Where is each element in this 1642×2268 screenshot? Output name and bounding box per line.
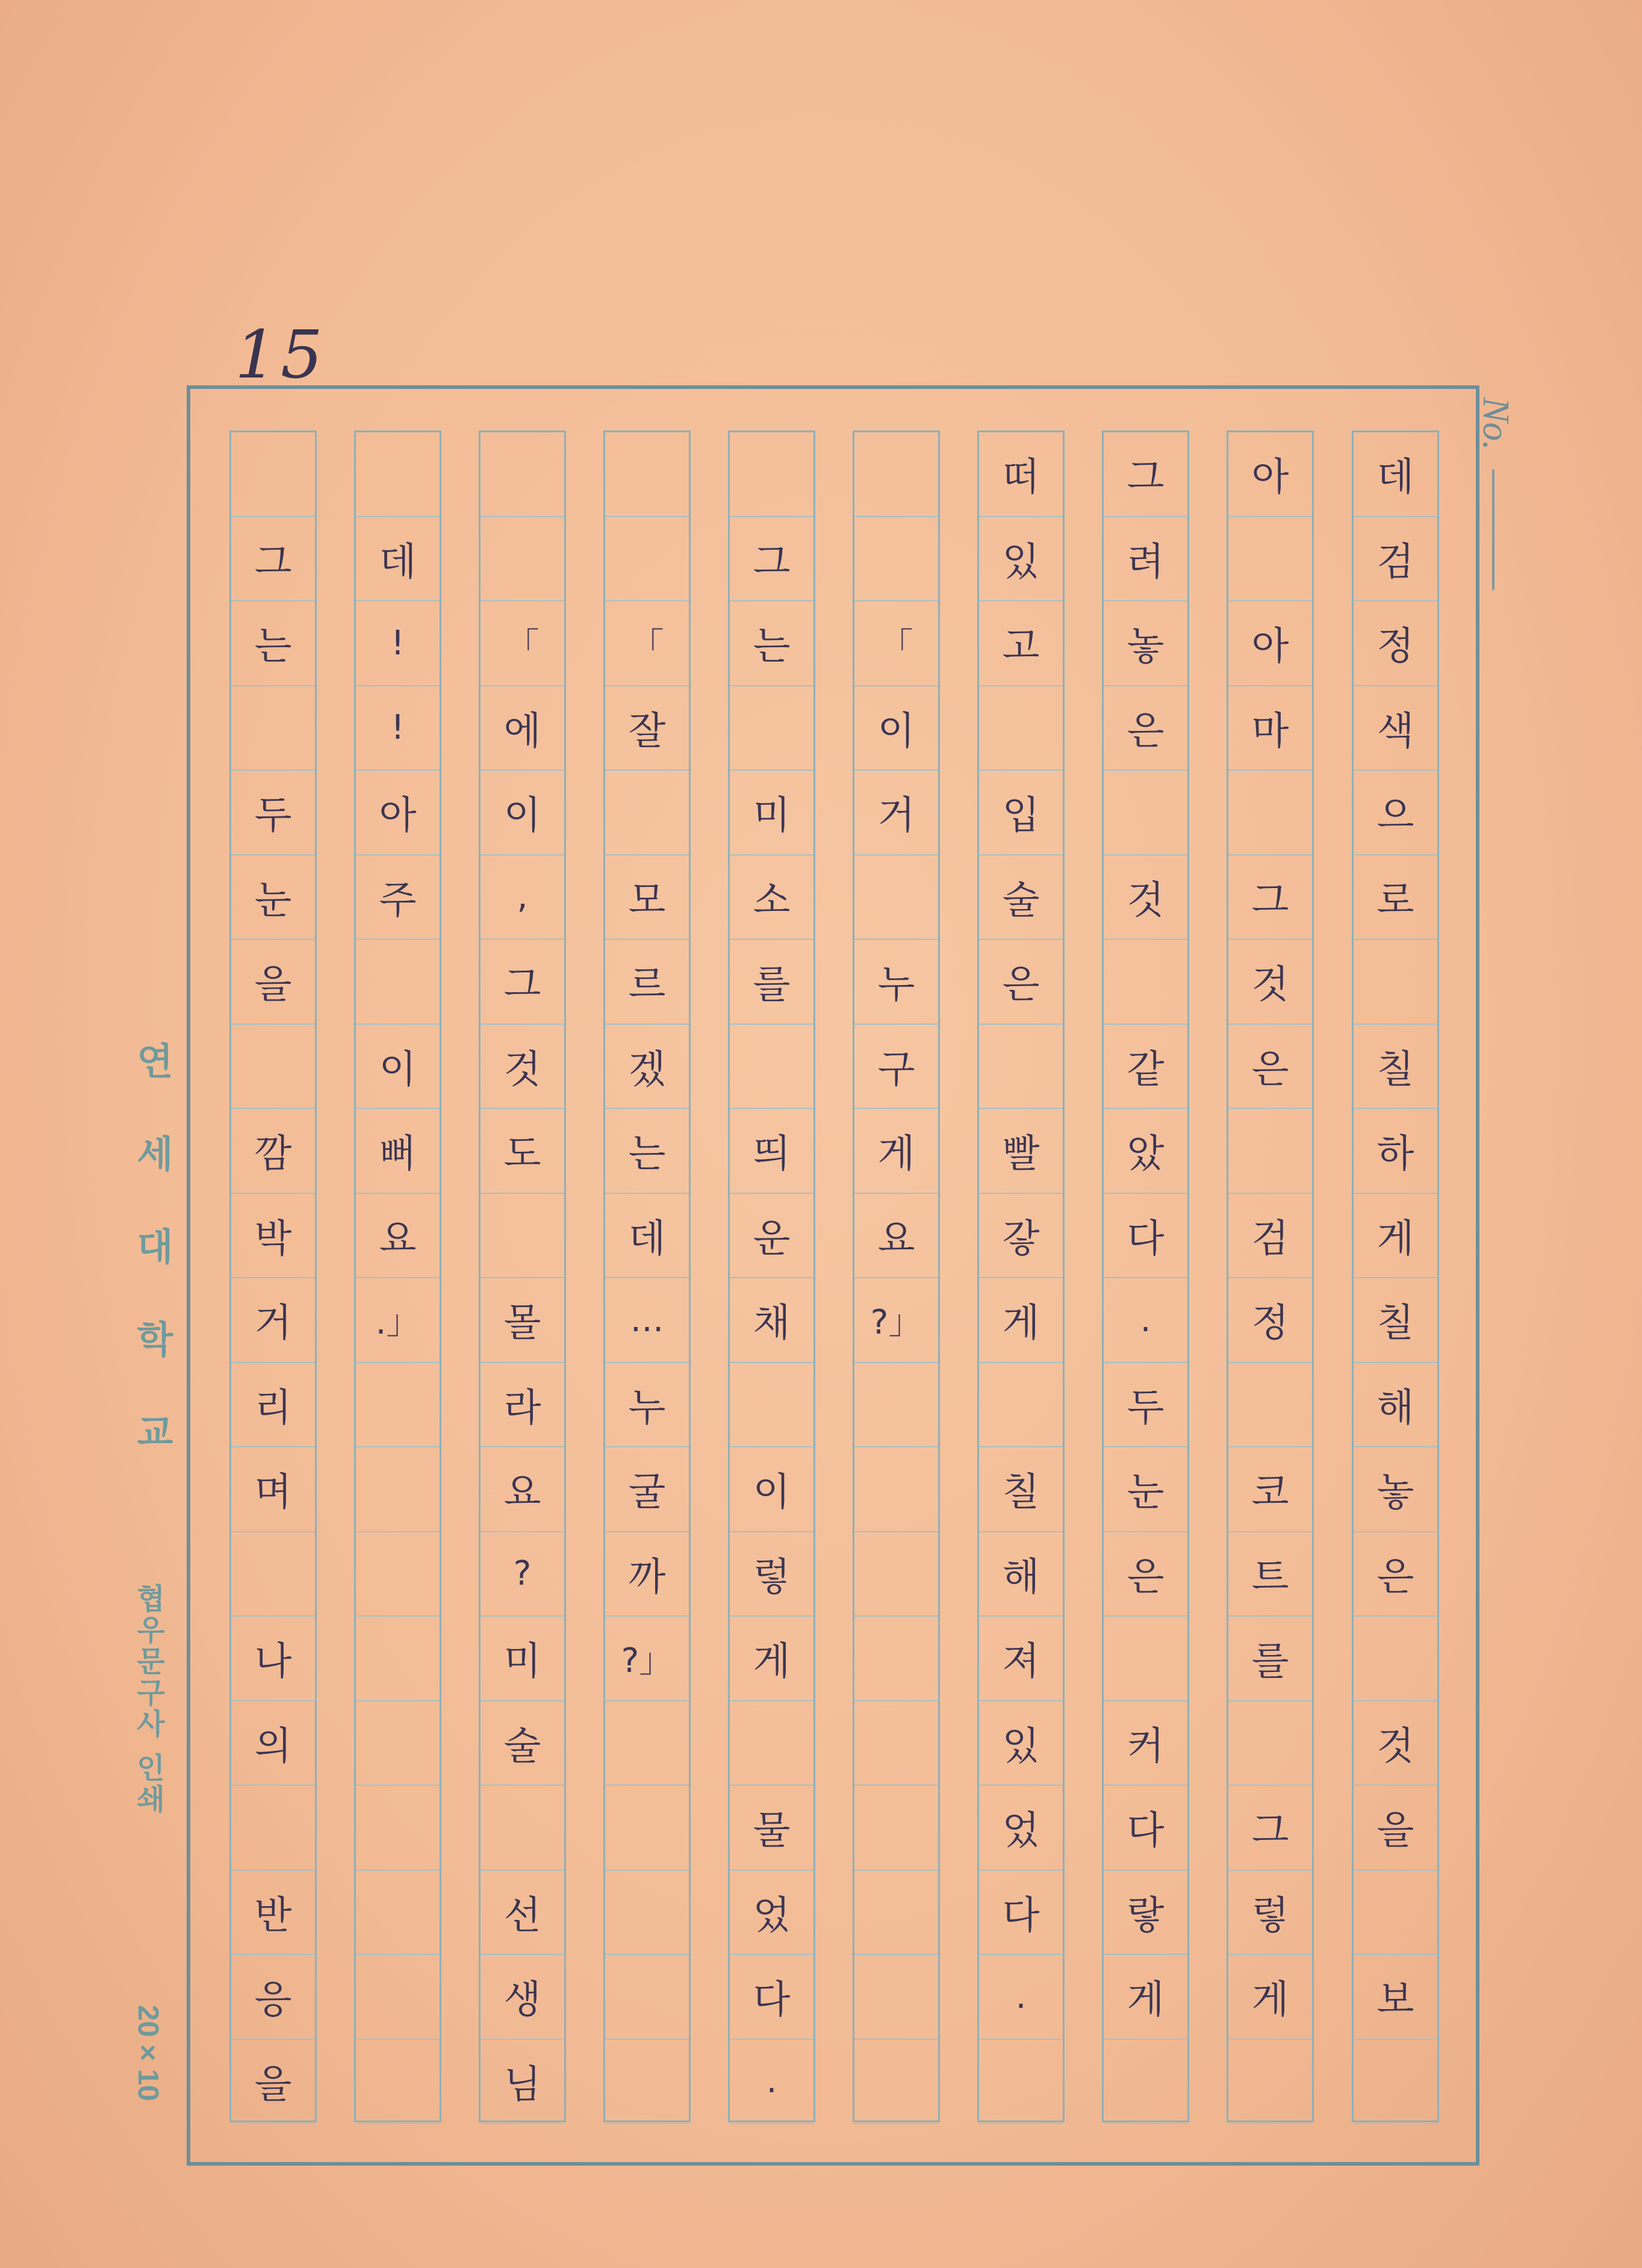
manuscript-cell	[979, 686, 1063, 771]
manuscript-cell	[854, 856, 938, 940]
manuscript-cell	[1228, 1109, 1312, 1194]
manuscript-cell: 데	[1354, 432, 1437, 517]
manuscript-cell: 게	[854, 1109, 938, 1194]
manuscript-cell	[605, 1701, 689, 1786]
manuscript-cell	[356, 940, 440, 1025]
manuscript-cell: 아	[1228, 432, 1312, 517]
manuscript-cell: 거	[854, 771, 938, 856]
manuscript-cell	[854, 1617, 938, 1701]
page-number: 15	[235, 316, 326, 393]
manuscript-cell	[854, 1532, 938, 1617]
manuscript-cell: 요	[480, 1447, 564, 1532]
manuscript-cell: 눈	[1104, 1447, 1187, 1532]
manuscript-cell: 운	[730, 1194, 813, 1279]
manuscript-cell	[979, 2040, 1063, 2125]
manuscript-cell	[1354, 2040, 1437, 2125]
manuscript-cell	[605, 2040, 689, 2125]
manuscript-cell	[854, 1447, 938, 1532]
manuscript-cell	[1104, 1617, 1187, 1701]
manuscript-cell: 「	[605, 601, 689, 686]
number-underline	[1492, 470, 1494, 590]
manuscript-cell: 것	[1228, 940, 1312, 1025]
manuscript-cell	[605, 1871, 689, 1956]
manuscript-cell	[1354, 940, 1437, 1025]
manuscript-cell: 그	[480, 940, 564, 1025]
manuscript-cell: 보	[1354, 1955, 1437, 2040]
manuscript-cell	[1228, 771, 1312, 856]
manuscript-cell	[231, 1532, 315, 1617]
manuscript-cell	[854, 2040, 938, 2125]
manuscript-cell: 검	[1354, 517, 1437, 602]
manuscript-cell	[356, 1363, 440, 1448]
manuscript-cell: !	[356, 686, 440, 771]
manuscript-cell: 물	[730, 1786, 813, 1871]
manuscript-cell	[730, 1701, 813, 1786]
manuscript-cell: ,	[480, 856, 564, 940]
manuscript-column	[229, 430, 317, 2122]
manuscript-cell: 나	[231, 1617, 315, 1701]
manuscript-cell: 다	[730, 1955, 813, 2040]
manuscript-cell	[1354, 1617, 1437, 1701]
manuscript-cell: 은	[1354, 1532, 1437, 1617]
manuscript-cell	[356, 1447, 440, 1532]
manuscript-cell	[356, 1617, 440, 1701]
manuscript-cell: 생	[480, 1955, 564, 2040]
manuscript-cell	[730, 1363, 813, 1448]
manuscript-cell: 뻐	[356, 1109, 440, 1194]
manuscript-cell: 박	[231, 1194, 315, 1279]
manuscript-cell: 다	[979, 1871, 1063, 1956]
manuscript-cell: 소	[730, 856, 813, 940]
manuscript-cell	[730, 686, 813, 771]
manuscript-cell: 칠	[979, 1447, 1063, 1532]
manuscript-cell: 것	[1354, 1701, 1437, 1786]
manuscript-cell: .	[1104, 1278, 1187, 1363]
manuscript-cell: .	[979, 1955, 1063, 2040]
manuscript-column	[1227, 430, 1314, 2122]
manuscript-cell: ?	[480, 1532, 564, 1617]
manuscript-column	[354, 430, 441, 2122]
manuscript-cell	[605, 1786, 689, 1871]
manuscript-cell: 눈	[231, 856, 315, 940]
manuscript-cell: 렇	[730, 1532, 813, 1617]
manuscript-cell: 것	[480, 1025, 564, 1110]
manuscript-cell: 이	[854, 686, 938, 771]
manuscript-cell	[356, 1955, 440, 2040]
manuscript-cell: 갛	[979, 1194, 1063, 1279]
manuscript-cell: 고	[979, 601, 1063, 686]
manuscript-cell: 몰	[480, 1278, 564, 1363]
manuscript-cell: 었	[730, 1871, 813, 1956]
manuscript-cell: 는	[231, 601, 315, 686]
printer-imprint: 협우문구사 인쇄	[131, 1583, 165, 1815]
manuscript-cell: 았	[1104, 1109, 1187, 1194]
manuscript-cell	[480, 1786, 564, 1871]
manuscript-cell: 누	[854, 940, 938, 1025]
manuscript-cell	[605, 771, 689, 856]
manuscript-cell: 「	[854, 601, 938, 686]
manuscript-cell: 트	[1228, 1532, 1312, 1617]
manuscript-cell	[231, 1025, 315, 1110]
manuscript-cell: 데	[356, 517, 440, 602]
manuscript-cell: 이	[356, 1025, 440, 1110]
manuscript-cell: 검	[1228, 1194, 1312, 1279]
manuscript-cell: 은	[1104, 1532, 1187, 1617]
manuscript-cell	[730, 1025, 813, 1110]
manuscript-cell: 그	[1104, 432, 1187, 517]
manuscript-cell: 칠	[1354, 1278, 1437, 1363]
manuscript-cell: 술	[480, 1701, 564, 1786]
manuscript-cell	[979, 1363, 1063, 1448]
manuscript-cell: 을	[1354, 1786, 1437, 1871]
manuscript-cell: .」	[356, 1278, 440, 1363]
manuscript-cell: 다	[1104, 1194, 1187, 1279]
manuscript-cell: 게	[1104, 1955, 1187, 2040]
manuscript-cell: 떠	[979, 432, 1063, 517]
manuscript-cell: 놓	[1104, 601, 1187, 686]
manuscript-cell: 깜	[231, 1109, 315, 1194]
manuscript-cell: 아	[1228, 601, 1312, 686]
manuscript-cell: 에	[480, 686, 564, 771]
manuscript-cell: 모	[605, 856, 689, 940]
manuscript-cell	[605, 517, 689, 602]
manuscript-cell: 려	[1104, 517, 1187, 602]
manuscript-column	[1102, 430, 1189, 2122]
manuscript-cell: 있	[979, 517, 1063, 602]
manuscript-cell: 커	[1104, 1701, 1187, 1786]
manuscript-cell: 다	[1104, 1786, 1187, 1871]
manuscript-cell	[1228, 2040, 1312, 2125]
manuscript-cell: 는	[605, 1109, 689, 1194]
manuscript-cell: 그	[1228, 856, 1312, 940]
manuscript-cell: 두	[231, 771, 315, 856]
manuscript-cell	[605, 1955, 689, 2040]
manuscript-cell: …	[605, 1278, 689, 1363]
manuscript-cell: ?」	[854, 1278, 938, 1363]
manuscript-cell	[231, 1786, 315, 1871]
manuscript-cell	[480, 432, 564, 517]
manuscript-cell: 누	[605, 1363, 689, 1448]
manuscript-cell: 색	[1354, 686, 1437, 771]
manuscript-cell: .	[730, 2040, 813, 2125]
manuscript-cell	[854, 1363, 938, 1448]
manuscript-cell: 있	[979, 1701, 1063, 1786]
manuscript-cell: 하	[1354, 1109, 1437, 1194]
manuscript-cell: 도	[480, 1109, 564, 1194]
manuscript-cell: 을	[231, 2040, 315, 2125]
manuscript-column	[977, 430, 1065, 2122]
manuscript-cell: 은	[1104, 686, 1187, 771]
manuscript-cell: 게	[730, 1617, 813, 1701]
grid-size-label: 20×10	[132, 2005, 164, 2101]
manuscript-cell: 는	[730, 601, 813, 686]
manuscript-cell: 은	[1228, 1025, 1312, 1110]
manuscript-cell: 같	[1104, 1025, 1187, 1110]
manuscript-cell: 겠	[605, 1025, 689, 1110]
manuscript-cell	[854, 1701, 938, 1786]
number-label: No.	[1475, 397, 1516, 450]
manuscript-cell	[231, 432, 315, 517]
manuscript-cell: 채	[730, 1278, 813, 1363]
manuscript-cell	[854, 1786, 938, 1871]
manuscript-cell: 게	[1354, 1194, 1437, 1279]
manuscript-cell: 으	[1354, 771, 1437, 856]
manuscript-cell: 해	[979, 1532, 1063, 1617]
manuscript-cell: 요	[356, 1194, 440, 1279]
manuscript-cell: 게	[1228, 1955, 1312, 2040]
manuscript-cell	[480, 517, 564, 602]
manuscript-cell: 며	[231, 1447, 315, 1532]
manuscript-column	[853, 430, 940, 2122]
manuscript-cell	[480, 1194, 564, 1279]
manuscript-cell: 「	[480, 601, 564, 686]
manuscript-cell: 그	[231, 517, 315, 602]
manuscript-cell: 술	[979, 856, 1063, 940]
manuscript-cell: 님	[480, 2040, 564, 2125]
manuscript-cell	[356, 1871, 440, 1956]
manuscript-cell: 선	[480, 1871, 564, 1956]
manuscript-cell	[1228, 1701, 1312, 1786]
manuscript-cell: 를	[730, 940, 813, 1025]
manuscript-cell: 의	[231, 1701, 315, 1786]
manuscript-cell: 이	[730, 1447, 813, 1532]
manuscript-cell: 게	[979, 1278, 1063, 1363]
manuscript-cell	[1104, 940, 1187, 1025]
manuscript-cell: 렇	[1228, 1871, 1312, 1956]
manuscript-cell: 르	[605, 940, 689, 1025]
manuscript-cell: 데	[605, 1194, 689, 1279]
manuscript-cell: 마	[1228, 686, 1312, 771]
manuscript-cell: 주	[356, 856, 440, 940]
manuscript-cell: 미	[480, 1617, 564, 1701]
manuscript-cell	[605, 432, 689, 517]
manuscript-cell: 그	[730, 517, 813, 602]
manuscript-cell: 칠	[1354, 1025, 1437, 1110]
manuscript-cell: 아	[356, 771, 440, 856]
manuscript-cell: 리	[231, 1363, 315, 1448]
manuscript-cell: 까	[605, 1532, 689, 1617]
manuscript-cell: 응	[231, 1955, 315, 2040]
manuscript-cell	[1104, 2040, 1187, 2125]
manuscript-cell	[854, 1871, 938, 1956]
manuscript-cell: 띄	[730, 1109, 813, 1194]
manuscript-cell: !	[356, 601, 440, 686]
manuscript-cell	[730, 432, 813, 517]
manuscript-cell: 었	[979, 1786, 1063, 1871]
manuscript-cell: 미	[730, 771, 813, 856]
manuscript-column	[1352, 430, 1439, 2122]
manuscript-cell: 은	[979, 940, 1063, 1025]
manuscript-column	[603, 430, 691, 2122]
manuscript-cell	[854, 432, 938, 517]
manuscript-cell	[1228, 1363, 1312, 1448]
manuscript-cell: 빨	[979, 1109, 1063, 1194]
manuscript-cell	[854, 517, 938, 602]
manuscript-cell	[979, 1025, 1063, 1110]
manuscript-column	[728, 430, 815, 2122]
manuscript-cell: 반	[231, 1871, 315, 1956]
manuscript-cell	[1228, 517, 1312, 602]
manuscript-cell	[1104, 771, 1187, 856]
manuscript-cell: 랗	[1104, 1871, 1187, 1956]
manuscript-cell	[854, 1955, 938, 2040]
manuscript-cell	[356, 1532, 440, 1617]
manuscript-cell: 놓	[1354, 1447, 1437, 1532]
manuscript-cell: 굴	[605, 1447, 689, 1532]
manuscript-cell: 거	[231, 1278, 315, 1363]
manuscript-cell: 정	[1354, 601, 1437, 686]
manuscript-cell: 라	[480, 1363, 564, 1448]
manuscript-column	[479, 430, 566, 2122]
manuscript-cell: 코	[1228, 1447, 1312, 1532]
manuscript-cell: 그	[1228, 1786, 1312, 1871]
manuscript-cell	[356, 1701, 440, 1786]
manuscript-cell	[1354, 1871, 1437, 1956]
manuscript-cell: 을	[231, 940, 315, 1025]
manuscript-cell: 져	[979, 1617, 1063, 1701]
manuscript-cell: 입	[979, 771, 1063, 856]
manuscript-cell: 를	[1228, 1617, 1312, 1701]
manuscript-cell: 요	[854, 1194, 938, 1279]
manuscript-cell: 잘	[605, 686, 689, 771]
manuscript-cell	[356, 2040, 440, 2125]
manuscript-cell: 로	[1354, 856, 1437, 940]
manuscript-cell	[356, 1786, 440, 1871]
university-imprint: 연세대학교	[130, 1042, 174, 1505]
manuscript-cell: ?」	[605, 1617, 689, 1701]
manuscript-cell	[356, 432, 440, 517]
manuscript-cell: 두	[1104, 1363, 1187, 1448]
manuscript-cell	[231, 686, 315, 771]
manuscript-cell: 해	[1354, 1363, 1437, 1448]
manuscript-cell: 것	[1104, 856, 1187, 940]
manuscript-cell: 정	[1228, 1278, 1312, 1363]
manuscript-cell: 이	[480, 771, 564, 856]
manuscript-cell: 구	[854, 1025, 938, 1110]
